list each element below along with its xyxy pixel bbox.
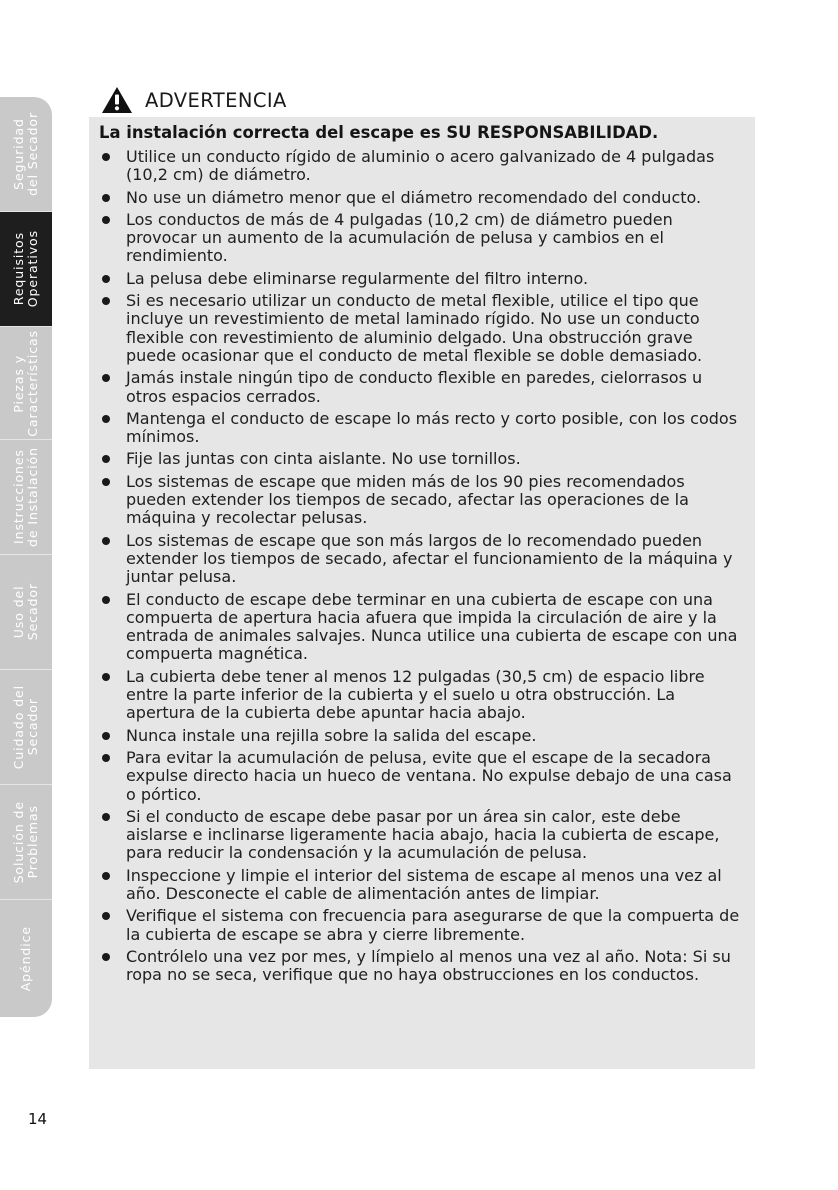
side-tab-label: Requisitos Operativos <box>11 230 40 308</box>
warning-bullet: Los conductos de más de 4 pulgadas (10,2 cm) de diámetro pueden provocar un aumento de la acumulación de pelusa y cambios en el rendimiento. <box>99 211 745 266</box>
side-tab-piezas[interactable] <box>0 327 52 440</box>
side-tab-uso[interactable] <box>0 555 52 670</box>
warning-bullet: Si el conducto de escape debe pasar por un área sin calor, este debe aislarse e inclinarse ligeramente hacia abajo, hacia la cubierta de escape, para reducir la condensación y la acumulación de pelusa. <box>99 808 745 863</box>
warning-bullet: Los sistemas de escape que miden más de los 90 pies recomendados pueden extender los tiempos de secado, afectar las operaciones de la máquina y recolectar pelusas. <box>99 473 745 528</box>
warning-bullet: Los sistemas de escape que son más largos de lo recomendado pueden extender los tiempos de secado, afectar el funcionamiento de la máquina y juntar pelusa. <box>99 532 745 587</box>
page-number: 14 <box>28 1110 48 1128</box>
warning-bullet: Nunca instale una rejilla sobre la salida del escape. <box>99 727 745 745</box>
side-tab-label: Uso del Secador <box>11 583 40 641</box>
side-tab-label: Instrucciones de Instalación <box>11 447 40 547</box>
side-tab-apendice[interactable] <box>0 900 52 1017</box>
warning-bullet: La cubierta debe tener al menos 12 pulgadas (30,5 cm) de espacio libre entre la parte inferior de la cubierta y el suelo u otra obstrucción. La apertura de la cubierta debe apuntar hacia abajo. <box>99 668 745 723</box>
side-tab-label: Piezas y Características <box>11 329 40 437</box>
side-tab-requisitos[interactable] <box>0 212 52 327</box>
warning-bullet: Si es necesario utilizar un conducto de metal flexible, utilice el tipo que incluye un revestimiento de metal laminado rígido. No use un conducto flexible con revestimiento de aluminio delgado. Una obstrucción grave puede ocasionar que el conducto de metal flexible se doble demasiado. <box>99 292 745 365</box>
side-tab-label: Cuidado del Secador <box>11 684 40 770</box>
warning-bullet: Fije las juntas con cinta aislante. No use tornillos. <box>99 450 745 468</box>
side-tab-label: Apéndice <box>18 925 33 992</box>
warning-box <box>89 117 755 1069</box>
warning-bullet: Mantenga el conducto de escape lo más recto y corto posible, con los codos mínimos. <box>99 410 745 447</box>
warning-title: ADVERTENCIA <box>145 88 287 112</box>
side-tab-label: Solución de Problemas <box>11 800 40 884</box>
side-tab-instrucciones[interactable] <box>0 440 52 555</box>
warning-triangle-icon <box>101 86 133 114</box>
warning-bullet: Verifique el sistema con frecuencia para asegurarse de que la compuerta de la cubierta de escape se abra y cierre libremente. <box>99 907 745 944</box>
side-tab-solucion[interactable] <box>0 785 52 900</box>
warning-header <box>101 86 287 114</box>
side-tab-seguridad[interactable] <box>0 97 52 212</box>
warning-bullet: Contrólelo una vez por mes, y límpielo al menos una vez al año. Nota: Si su ropa no se seca, verifique que no haya obstrucciones en los conductos. <box>99 948 745 985</box>
warning-bullet: El conducto de escape debe terminar en una cubierta de escape con una compuerta de apertura hacia afuera que impida la circulación de aire y la entrada de animales salvajes. Nunca utilice una cubierta de escape con una compuerta magnética. <box>99 591 745 664</box>
warning-bullet: Jamás instale ningún tipo de conducto flexible en paredes, cielorrasos u otros espacios cerrados. <box>99 369 745 406</box>
side-tab-label: Seguridad del Secador <box>11 112 40 196</box>
side-tab-cuidado[interactable] <box>0 670 52 785</box>
side-nav-tabs <box>0 97 52 1017</box>
warning-intro: La instalación correcta del escape es SU RESPONSABILIDAD. <box>99 123 659 142</box>
warning-bullet: Inspeccione y limpie el interior del sistema de escape al menos una vez al año. Desconecte el cable de alimentación antes de limpiar. <box>99 867 745 904</box>
warning-bullet: La pelusa debe eliminarse regularmente del filtro interno. <box>99 270 745 288</box>
warning-bullet: Utilice un conducto rígido de aluminio o acero galvanizado de 4 pulgadas (10,2 cm) de diámetro. <box>99 148 745 185</box>
warning-bullet: No use un diámetro menor que el diámetro recomendado del conducto. <box>99 189 745 207</box>
warning-bullet-list <box>99 148 745 984</box>
warning-bullet: Para evitar la acumulación de pelusa, evite que el escape de la secadora expulse directo hacia un hueco de ventana. No expulse debajo de una casa o pórtico. <box>99 749 745 804</box>
